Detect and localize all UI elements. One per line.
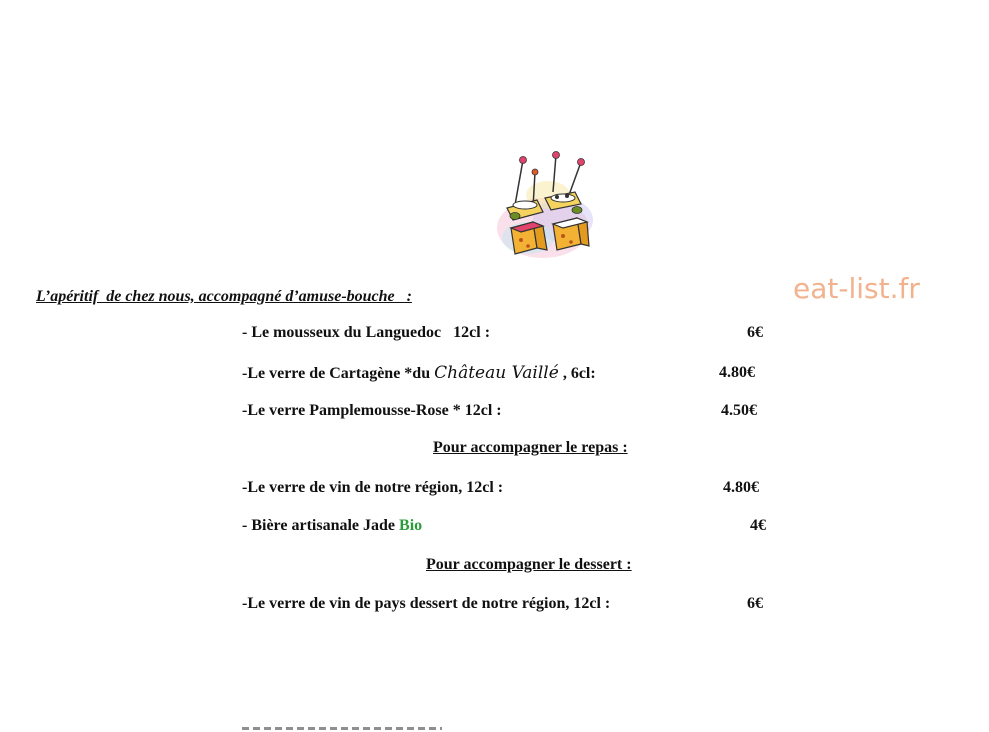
- menu-item-biere: [242, 517, 422, 535]
- menu-item-cartagene: [242, 363, 596, 383]
- repas-heading: Pour accompagner le repas :: [433, 439, 628, 456]
- menu-item-mousseux: - Le mousseux du Languedoc 12cl :: [242, 324, 491, 341]
- price-biere: 4€: [750, 517, 766, 534]
- cartagene-label-end: , 6cl:: [558, 365, 596, 382]
- price-vin-region: 4.80€: [723, 479, 759, 496]
- menu-item-vin-dessert: -Le verre de vin de pays dessert de notre région, 12cl :: [242, 595, 611, 612]
- menu-item-vin-region: -Le verre de vin de notre région, 12cl :: [242, 479, 504, 496]
- watermark-text: eat-list.fr: [793, 272, 920, 305]
- price-vin-dessert: 6€: [747, 595, 763, 612]
- menu-item-pamplemousse: -Le verre Pamplemousse-Rose * 12cl :: [242, 402, 502, 419]
- aperitif-title: L’apéritif de chez nous, accompagné d’amuse-bouche :: [36, 288, 412, 305]
- bio-label: Bio: [399, 517, 423, 534]
- price-mousseux: 6€: [747, 324, 763, 341]
- chateau-name: Château Vaillé: [434, 363, 559, 383]
- price-cartagene: 4.80€: [719, 364, 755, 381]
- biere-label: - Bière artisanale Jade: [242, 517, 400, 534]
- cartagene-label-start: -Le verre de Cartagène *du: [242, 365, 435, 382]
- appetizer-canapes-icon: [493, 150, 598, 265]
- dessert-heading: Pour accompagner le dessert :: [426, 556, 632, 573]
- price-pamplemousse: 4.50€: [721, 402, 757, 419]
- cutoff-text-line: [242, 722, 442, 732]
